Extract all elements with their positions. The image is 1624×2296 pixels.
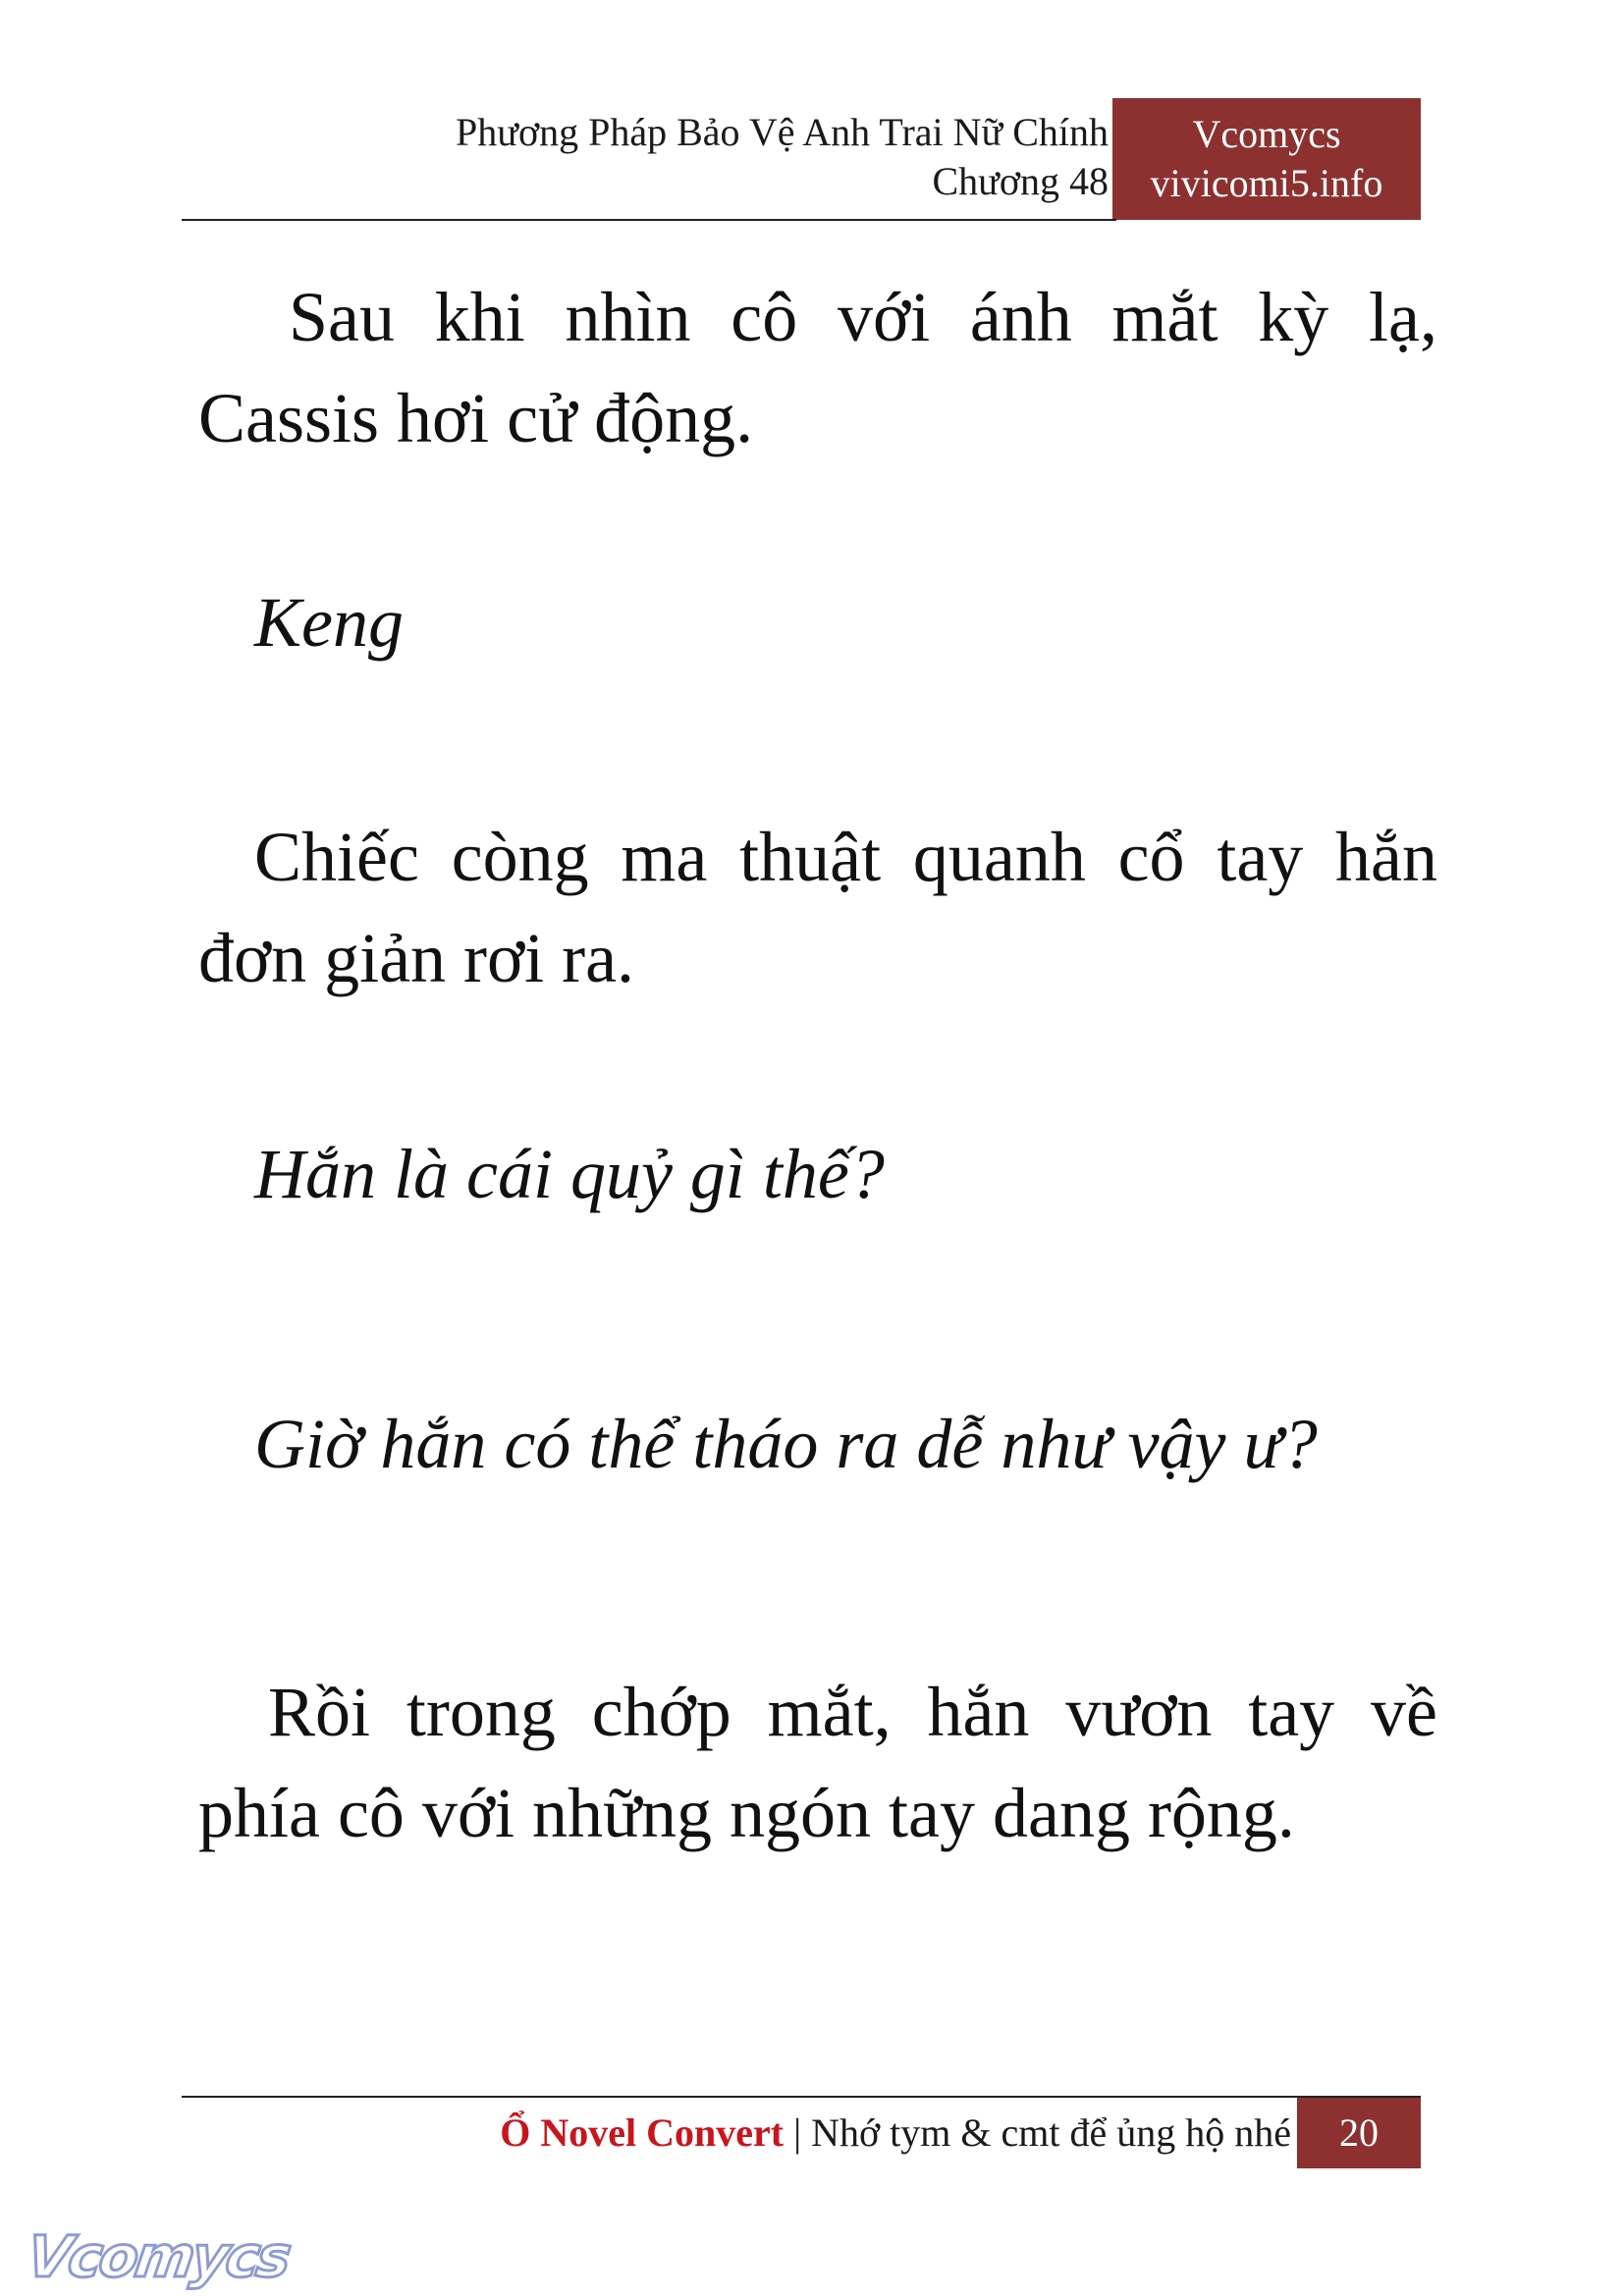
badge-site-url: vivicomi5.info [1150,161,1383,205]
footer-message: Nhớ tym & cmt để ủng hộ nhé [811,2110,1291,2155]
paragraph-4: Hắn là cái quỷ gì thế? [254,1135,885,1213]
paragraph-2: Keng [254,583,404,662]
paragraph-5: Giờ hắn có thể tháo ra dễ như vậy ư? [254,1405,1318,1483]
paragraph-6: Rồi trong chớp mắt, hắn vươn tay về phía cô với những ngón tay dang rộng. [198,1673,1437,1852]
page-header [182,98,1421,220]
book-title: Phương Pháp Bảo Vệ Anh Trai Nữ Chính [456,110,1109,154]
badge-site-name: Vcomycs [1192,112,1341,156]
chapter-label: Chương 48 [932,159,1109,203]
footer-text [500,2098,1291,2168]
page-number: 20 [1297,2098,1421,2168]
paragraph-3: Chiếc còng ma thuật quanh cổ tay hắn đơn giản rơi ra. [198,818,1437,997]
page-footer [182,2098,1421,2168]
watermark-logo: Vcomycs [23,2223,294,2290]
header-divider [182,219,1116,221]
footer-separator: | [784,2110,812,2155]
chapter-content [198,267,1437,1864]
paragraph-1: Sau khi nhìn cô với ánh mắt kỳ lạ, Cassis hơi cử động. [198,278,1437,457]
header-title-block [456,108,1109,206]
header-badge [1112,98,1421,220]
footer-brand: Ổ Novel Convert [500,2110,785,2155]
